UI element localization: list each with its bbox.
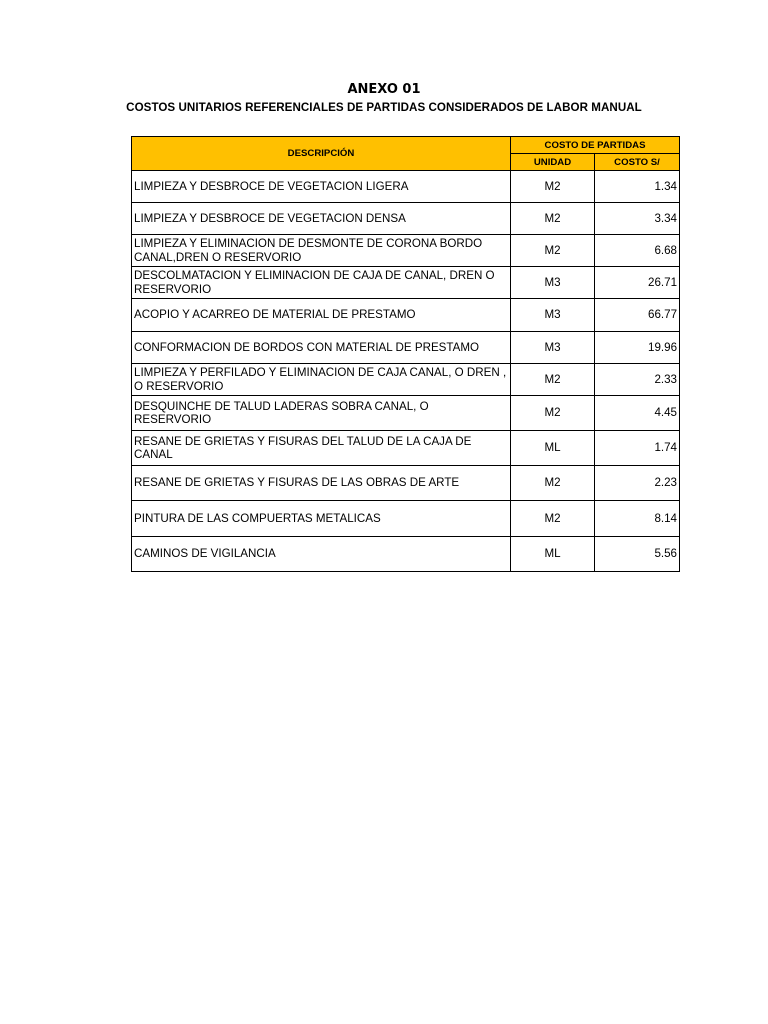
row-description: CAMINOS DE VIGILANCIA (132, 537, 511, 572)
row-description: PINTURA DE LAS COMPUERTAS METALICAS (132, 501, 511, 537)
row-unit: M2 (511, 171, 595, 203)
row-unit: M2 (511, 203, 595, 235)
row-unit: M3 (511, 299, 595, 332)
row-description: RESANE DE GRIETAS Y FISURAS DE LAS OBRAS DE ARTE (132, 466, 511, 501)
row-unit: M2 (511, 396, 595, 431)
table-row (132, 267, 680, 299)
table-header (132, 137, 680, 171)
row-unit: M2 (511, 466, 595, 501)
row-cost: 8.14 (595, 501, 680, 537)
page-title: ANEXO 01 (347, 82, 421, 97)
table-row (132, 171, 680, 203)
costs-table (131, 136, 680, 572)
table-row (132, 396, 680, 431)
row-description: LIMPIEZA Y DESBROCE DE VEGETACION LIGERA (132, 171, 511, 203)
row-description: LIMPIEZA Y ELIMINACION DE DESMONTE DE CORONA BORDO CANAL,DREN O RESERVORIO (132, 235, 511, 267)
row-description: DESCOLMATACION Y ELIMINACION DE CAJA DE CANAL, DREN O RESERVORIO (132, 267, 511, 299)
row-unit: M2 (511, 501, 595, 537)
table-row (132, 537, 680, 572)
row-description: CONFORMACION DE BORDOS CON MATERIAL DE PRESTAMO (132, 332, 511, 364)
row-description: ACOPIO Y ACARREO DE MATERIAL DE PRESTAMO (132, 299, 511, 332)
header-costo-de-partidas: COSTO DE PARTIDAS (511, 137, 680, 154)
row-unit: M3 (511, 332, 595, 364)
row-cost: 6.68 (595, 235, 680, 267)
row-cost: 26.71 (595, 267, 680, 299)
table-body (132, 171, 680, 572)
table-row (132, 203, 680, 235)
row-cost: 4.45 (595, 396, 680, 431)
row-cost: 1.74 (595, 431, 680, 466)
header-costo: COSTO S/ (595, 154, 680, 171)
page-subtitle: COSTOS UNITARIOS REFERENCIALES DE PARTIDAS CONSIDERADOS DE LABOR MANUAL (126, 101, 642, 114)
table-row (132, 299, 680, 332)
row-cost: 5.56 (595, 537, 680, 572)
header-descripcion: DESCRIPCIÓN (132, 137, 511, 171)
table-row (132, 364, 680, 396)
row-cost: 2.23 (595, 466, 680, 501)
row-unit: M2 (511, 235, 595, 267)
row-description: LIMPIEZA Y DESBROCE DE VEGETACION DENSA (132, 203, 511, 235)
row-cost: 2.33 (595, 364, 680, 396)
header-unidad: UNIDAD (511, 154, 595, 171)
row-unit: ML (511, 537, 595, 572)
row-description: LIMPIEZA Y PERFILADO Y ELIMINACION DE CAJA CANAL, O DREN , O RESERVORIO (132, 364, 511, 396)
row-cost: 19.96 (595, 332, 680, 364)
table-row (132, 235, 680, 267)
row-cost: 66.77 (595, 299, 680, 332)
table-row (132, 431, 680, 466)
row-unit: M3 (511, 267, 595, 299)
row-description: RESANE DE GRIETAS Y FISURAS DEL TALUD DE LA CAJA DE CANAL (132, 431, 511, 466)
row-description: DESQUINCHE DE TALUD LADERAS SOBRA CANAL, O RESERVORIO (132, 396, 511, 431)
row-unit: M2 (511, 364, 595, 396)
row-cost: 1.34 (595, 171, 680, 203)
table-row (132, 332, 680, 364)
table-row (132, 466, 680, 501)
table-row (132, 501, 680, 537)
row-unit: ML (511, 431, 595, 466)
row-cost: 3.34 (595, 203, 680, 235)
